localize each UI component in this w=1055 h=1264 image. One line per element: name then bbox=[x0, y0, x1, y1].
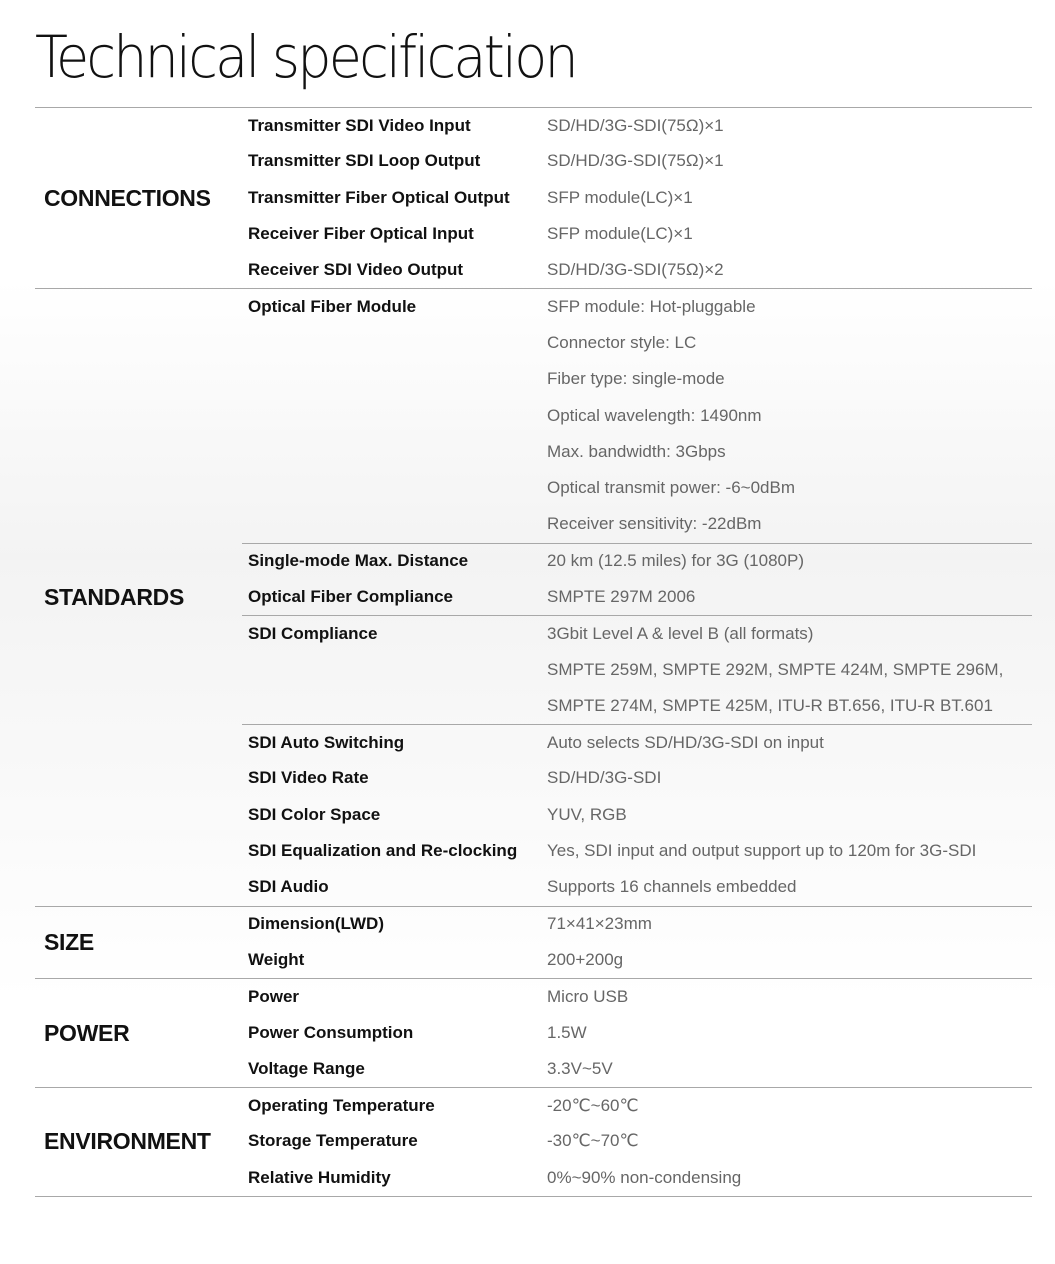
spec-value: 3.3V~5V bbox=[547, 1058, 613, 1078]
spec-property: SDI Audio bbox=[248, 877, 329, 897]
spec-row bbox=[242, 651, 1032, 687]
spec-row bbox=[242, 1014, 1032, 1050]
spec-section-standards bbox=[35, 288, 1032, 905]
section-body bbox=[242, 979, 1032, 1087]
page-title: Technical specification bbox=[35, 23, 576, 91]
spec-property: Voltage Range bbox=[248, 1058, 365, 1078]
spec-property: Transmitter SDI Loop Output bbox=[248, 151, 481, 171]
spec-group bbox=[242, 543, 1032, 616]
spec-value: SFP module(LC)×1 bbox=[547, 224, 693, 244]
spec-row bbox=[242, 907, 1032, 942]
spec-property: Transmitter Fiber Optical Output bbox=[248, 187, 510, 207]
spec-property: Optical Fiber Module bbox=[248, 297, 417, 317]
spec-value: SD/HD/3G-SDI bbox=[547, 768, 662, 788]
spec-group bbox=[242, 615, 1032, 724]
spec-value: Yes, SDI input and output support up to 120m for 3G-SDI bbox=[547, 841, 977, 861]
spec-value: YUV, RGB bbox=[547, 804, 627, 824]
spec-row bbox=[242, 143, 1032, 179]
spec-row bbox=[242, 108, 1032, 143]
spec-value: SD/HD/3G-SDI(75Ω)×1 bbox=[547, 151, 724, 171]
spec-row bbox=[242, 1088, 1032, 1123]
spec-row bbox=[242, 797, 1032, 833]
spec-row bbox=[242, 544, 1032, 579]
spec-row bbox=[242, 1123, 1032, 1159]
section-label: POWER bbox=[44, 1019, 130, 1046]
spec-section-power bbox=[35, 978, 1032, 1087]
spec-value: Auto selects SD/HD/3G-SDI on input bbox=[547, 732, 824, 752]
spec-value: -30℃~70℃ bbox=[547, 1131, 639, 1151]
spec-value: -20℃~60℃ bbox=[547, 1095, 639, 1115]
spec-row bbox=[242, 216, 1032, 252]
spec-row bbox=[242, 725, 1032, 760]
spec-value: SMPTE 259M, SMPTE 292M, SMPTE 424M, SMPTE 296M, bbox=[547, 659, 1004, 679]
spec-value: Connector style: LC bbox=[547, 332, 697, 352]
section-label: STANDARDS bbox=[44, 584, 184, 610]
spec-property: Power Consumption bbox=[248, 1022, 414, 1042]
spec-property: SDI Compliance bbox=[248, 623, 378, 643]
spec-row bbox=[242, 979, 1032, 1014]
spec-value: Receiver sensitivity: -22dBm bbox=[547, 514, 762, 534]
spec-group bbox=[242, 907, 1032, 979]
spec-property: SDI Color Space bbox=[248, 804, 381, 824]
spec-row bbox=[242, 289, 1032, 324]
spec-property: SDI Video Rate bbox=[248, 768, 369, 788]
spec-property: Receiver SDI Video Output bbox=[248, 260, 464, 280]
spec-value: 1.5W bbox=[547, 1022, 587, 1042]
spec-row bbox=[242, 579, 1032, 615]
spec-group bbox=[242, 1088, 1032, 1196]
spec-value: Micro USB bbox=[547, 986, 629, 1006]
spec-value: SFP module(LC)×1 bbox=[547, 187, 693, 207]
spec-value: 0%~90% non-condensing bbox=[547, 1167, 742, 1187]
spec-value: 71×41×23mm bbox=[547, 914, 652, 934]
spec-property: Operating Temperature bbox=[248, 1095, 435, 1115]
spec-value: SMPTE 274M, SMPTE 425M, ITU-R BT.656, ITU-R BT.601 bbox=[547, 695, 993, 715]
spec-value: SMPTE 297M 2006 bbox=[547, 587, 696, 606]
section-body bbox=[242, 907, 1032, 979]
spec-group bbox=[242, 724, 1032, 905]
spec-value: Fiber type: single-mode bbox=[547, 369, 725, 389]
spec-row bbox=[242, 434, 1032, 470]
spec-row bbox=[242, 760, 1032, 796]
spec-property: Dimension(LWD) bbox=[248, 914, 384, 934]
spec-value: SFP module: Hot-pluggable bbox=[547, 297, 756, 317]
spec-row bbox=[242, 833, 1032, 869]
spec-row bbox=[242, 1051, 1032, 1087]
section-body bbox=[242, 1088, 1032, 1196]
spec-group bbox=[242, 979, 1032, 1087]
spec-section-connections bbox=[35, 107, 1032, 288]
spec-section-environment bbox=[35, 1087, 1032, 1197]
spec-value: Optical transmit power: -6~0dBm bbox=[547, 478, 796, 498]
spec-property: Transmitter SDI Video Input bbox=[248, 115, 471, 135]
spec-value: SD/HD/3G-SDI(75Ω)×1 bbox=[547, 115, 724, 135]
spec-row bbox=[242, 1160, 1032, 1196]
spec-group bbox=[242, 108, 1032, 288]
spec-row bbox=[242, 688, 1032, 724]
spec-property: Single-mode Max. Distance bbox=[248, 551, 469, 571]
spec-row bbox=[242, 869, 1032, 905]
spec-value: Max. bandwidth: 3Gbps bbox=[547, 441, 726, 461]
spec-property: Receiver Fiber Optical Input bbox=[248, 224, 474, 244]
spec-row bbox=[242, 470, 1032, 506]
spec-value: 3Gbit Level A & level B (all formats) bbox=[547, 623, 814, 643]
spec-value: SD/HD/3G-SDI(75Ω)×2 bbox=[547, 260, 724, 280]
spec-property: Relative Humidity bbox=[248, 1167, 391, 1187]
spec-property: SDI Equalization and Re-clocking bbox=[248, 841, 518, 861]
section-label: CONNECTIONS bbox=[44, 184, 211, 211]
spec-group bbox=[242, 289, 1032, 542]
spec-value: 200+200g bbox=[547, 949, 624, 969]
spec-property: Weight bbox=[248, 949, 305, 969]
spec-row bbox=[242, 942, 1032, 978]
spec-table bbox=[35, 107, 1032, 1197]
section-label: ENVIRONMENT bbox=[44, 1128, 211, 1155]
spec-row bbox=[242, 506, 1032, 542]
spec-row bbox=[242, 252, 1032, 288]
spec-row bbox=[242, 325, 1032, 361]
spec-row bbox=[242, 361, 1032, 397]
spec-row bbox=[242, 616, 1032, 651]
spec-value: 20 km (12.5 miles) for 3G (1080P) bbox=[547, 551, 804, 571]
section-label: SIZE bbox=[44, 928, 94, 955]
spec-property: SDI Auto Switching bbox=[248, 732, 405, 752]
spec-property: Optical Fiber Compliance bbox=[248, 587, 453, 606]
spec-property: Storage Temperature bbox=[248, 1131, 418, 1151]
spec-row bbox=[242, 180, 1032, 216]
spec-section-size bbox=[35, 906, 1032, 979]
spec-row bbox=[242, 397, 1032, 433]
section-body bbox=[242, 289, 1032, 905]
spec-value: Optical wavelength: 1490nm bbox=[547, 405, 762, 425]
section-body bbox=[242, 108, 1032, 288]
spec-property: Power bbox=[248, 986, 300, 1006]
spec-value: Supports 16 channels embedded bbox=[547, 877, 797, 897]
